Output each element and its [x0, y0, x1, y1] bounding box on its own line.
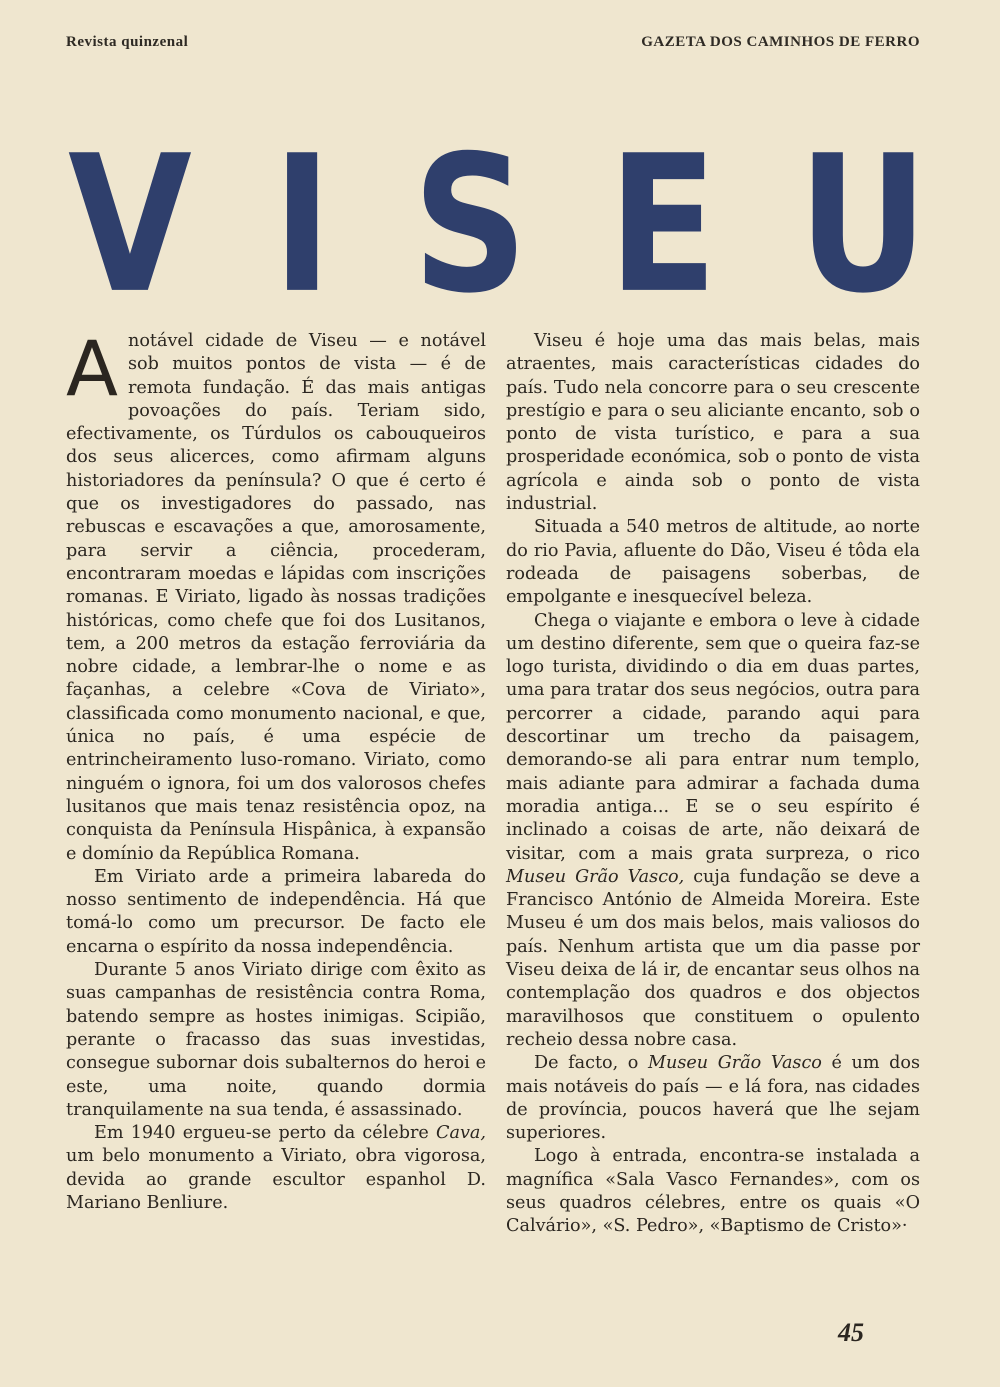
title-letter: I	[272, 114, 332, 335]
paragraph-text: Em 1940 ergueu-se perto da célebre	[94, 1123, 437, 1144]
running-header	[66, 34, 920, 51]
italic-term: Museu Grão Vasco	[648, 1053, 822, 1074]
paragraph-text: um belo monumento a Viriato, obra vigorosa, devida ao grande escultor espanhol D. Mariano Benliure.	[66, 1146, 486, 1213]
right-column	[506, 330, 920, 1239]
paragraph: Em Viriato arde a primeira labareda do nosso sentimento de independência. Há que tomá-lo como um precursor. De facto ele encarna o espírito da nossa independência.	[66, 866, 486, 957]
paragraph: Durante 5 anos Viriato dirige com êxito as suas campanhas de resistência contra Roma, batendo sempre as hostes inimigas. Scipião, perante o fracasso das suas investidas, consegue subornar dois subalternos do heroi e este, uma noite, quando dormia tranquilamente na sua tenda, é assassinado.	[66, 960, 486, 1120]
paragraph: Logo à entrada, encontra-se instalada a magnífica «Sala Vasco Fernandes», com os seus quadros célebres, entre os quais «O Calvário», «S. Pedro», «Baptismo de Cristo»·	[506, 1146, 920, 1237]
italic-term: Cava,	[436, 1123, 486, 1144]
paragraph: Situada a 540 metros de altitude, ao norte do rio Pavia, afluente do Dão, Viseu é tôda ela rodeada de paisagens soberbas, de empolgante e inesquecível beleza.	[506, 517, 920, 608]
paragraph	[506, 610, 920, 1053]
paragraph-text: notável cidade de Viseu — e notável sob muitos pontos de vista — é de remota fundação. É das mais antigas povoações do país. Teriam sido, efectivamente, os Túrdulos os cabouqueiros dos seus alicerces, como afirmam alguns historiadores da península? O que é certo é que os investigadores do passado, nas rebuscas e escavações a que, amorosamente, para servir a ciência, procederam, encontraram moedas e lápidas com inscrições romanas. E Viriato, ligado às nossas tradições históricas, como chefe que foi dos Lusitanos, tem, a 200 metros da estação ferroviária da nobre cidade, a lembrar-lhe o nome e as façanhas, a celebre «Cova de Viriato», classificada como monumento nacional, e que, única no país, é uma espécie de entrincheiramento luso-romano. Viriato, como ninguém o ignora, foi um dos valorosos chefes lusitanos que mais tenaz resistência opoz, na conquista da Península Hispânica, à expansão e domínio da República Romana.	[66, 331, 486, 864]
title-letter: E	[608, 114, 718, 335]
paragraph-text: é um dos mais notáveis do país — e lá fora, nas cidades de província, poucos haverá que lhe sejam superiores.	[506, 1053, 920, 1144]
paragraph	[66, 1122, 486, 1215]
title-letter: U	[798, 114, 928, 335]
drop-cap: A	[66, 324, 118, 413]
page-number: 45	[838, 1318, 864, 1347]
paragraph-text: Chega o viajante e embora o leve à cidade um destino diferente, sem que o queira faz-se logo turista, dividindo o dia em duas partes, uma para tratar dos seus negócios, outra para percorrer a cidade, parando aqui para descortinar um trecho da paisagem, demorando-se ali para entrar num templo, mais adiante para admirar a fachada duma moradia antiga... E se o seu espírito é inclinado a coisas de arte, não deixará de visitar, com a mais grata surpreza, o rico	[506, 610, 920, 864]
left-column	[66, 324, 486, 1215]
title-letter: V	[68, 114, 192, 335]
header-left: Revista quinzenal	[66, 34, 189, 50]
paragraph	[66, 324, 486, 866]
paragraph	[506, 1052, 920, 1145]
title-letter: S	[412, 114, 528, 335]
italic-term: Museu Grão Vasco,	[506, 866, 685, 887]
paragraph-text: De facto, o	[534, 1053, 648, 1074]
paragraph-text: cuja fundação se deve a Francisco António de Almeida Moreira. Este Museu é um dos mais belos, mais valiosos do país. Nenhum artista que um dia passe por Viseu deixa de lá ir, de encantar seus olhos na contemplação dos quadros e dos objectos maravilhosos que constituem o opulento recheio dessa nobre casa.	[506, 866, 920, 1050]
header-right: GAZETA DOS CAMINHOS DE FERRO	[641, 34, 920, 50]
paragraph: Viseu é hoje uma das mais belas, mais atraentes, mais características cidades do país. Tudo nela concorre para o seu crescente prestígio e para o seu aliciante encanto, sob o ponto de vista turístico, e para a sua prosperidade económica, sob o ponto de vista agrícola e ainda sob o ponto de vista industrial.	[506, 331, 920, 515]
article-title	[68, 114, 928, 335]
